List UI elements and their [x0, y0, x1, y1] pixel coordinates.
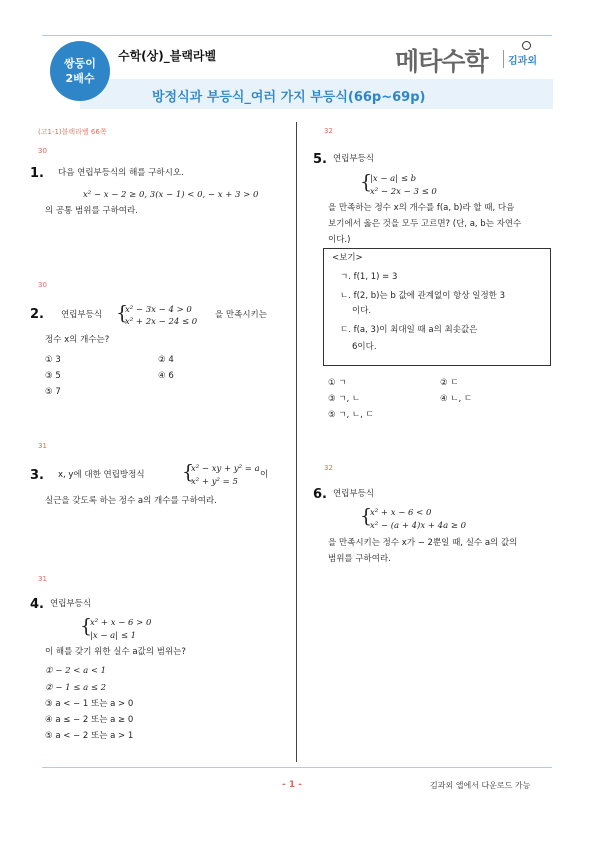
q4-text2: 이 해를 갖기 위한 실수 a값의 범위는?	[45, 647, 186, 657]
q4-number: 4.	[30, 597, 44, 612]
q5-option-5[interactable]: ⑤ ㄱ, ㄴ, ㄷ	[328, 410, 374, 420]
q3-sys1: x² − xy + y² = a	[191, 464, 260, 474]
q2-number: 2.	[30, 307, 44, 322]
footer-rule	[42, 767, 552, 768]
q3-ref: 31	[38, 442, 47, 450]
q2-sys1: x² − 3x − 4 > 0	[125, 305, 192, 315]
q5-option-3[interactable]: ③ ㄱ, ㄴ	[328, 394, 361, 404]
footer-note: 김과외 앱에서 다운로드 가능	[430, 781, 531, 790]
q2-suffix: 을 만족시키는	[215, 310, 267, 320]
q5-bogi-3: ㄷ. f(a, 3)이 최대일 때 a의 최솟값은	[340, 325, 478, 335]
q1-math: x² − x − 2 ≥ 0, 3(x − 1) < 0, − x + 3 > 0	[83, 190, 259, 200]
q5-sys1: |x − a| ≤ b	[370, 174, 417, 184]
q6-brace: {	[360, 505, 373, 527]
q4-option-4[interactable]	[45, 714, 133, 726]
page-number: - 1 -	[282, 780, 302, 790]
badge-line1: 쌍둥이	[64, 57, 96, 70]
q4-sys2: |x − a| ≤ 1	[90, 631, 137, 641]
q2-text2: 정수 x의 개수는?	[45, 335, 110, 345]
q2-sys2: x² + 2x − 24 ≤ 0	[125, 317, 198, 327]
q6-text3: 범위를 구하여라.	[328, 554, 391, 564]
q1-text: 다음 연립부등식의 해를 구하시오.	[58, 168, 184, 178]
q5-bogi-1: ㄱ. f(1, 1) = 3	[340, 272, 398, 282]
q1-number: 1.	[30, 166, 44, 181]
twin-badge	[50, 41, 110, 101]
column-divider	[296, 122, 297, 762]
q5-bogi-2b: 이다.	[352, 306, 372, 316]
q6-number: 6.	[313, 487, 327, 502]
q3-suffix: 이	[260, 470, 269, 480]
q5-option-4[interactable]: ④ ㄴ, ㄷ	[440, 394, 473, 404]
q2-brace: {	[116, 302, 129, 324]
brand-logo-small: 김과외	[508, 56, 537, 67]
q4-option-2-label: ② − 1 ≤ a ≤ 2	[45, 683, 107, 693]
q5-text2: 을 만족하는 정수 x의 개수를 f(a, b)라 할 때, 다음	[328, 203, 515, 213]
q5-text4: 이다.)	[328, 235, 351, 245]
q5-option-2[interactable]: ② ㄷ	[440, 378, 459, 388]
logo-divider	[503, 50, 504, 68]
q3-sys2: x² + y² = 5	[191, 477, 238, 487]
q2-option-4[interactable]: ④ 6	[158, 371, 174, 381]
q4-option-1-label: ① − 2 < a < 1	[45, 666, 107, 676]
q4-option-1[interactable]	[45, 665, 106, 677]
q4-option-3[interactable]	[45, 698, 133, 710]
q4-option-5-label: ⑤ a < − 2 또는 a > 1	[45, 731, 134, 741]
q4-sys1: x² + x − 6 > 0	[90, 618, 152, 628]
q5-text: 연립부등식	[333, 154, 375, 164]
q2-ref: 30	[38, 281, 47, 289]
q3-number: 3.	[30, 468, 44, 483]
q5-bogi-3b: 6이다.	[352, 342, 377, 352]
page-title: 방정식과 부등식_여러 가지 부등식(66p~69p)	[152, 90, 426, 105]
q4-brace: {	[80, 615, 93, 637]
q4-option-4-label: ④ a ≤ − 2 또는 a ≥ 0	[45, 715, 134, 725]
q2-option-2[interactable]: ② 4	[158, 355, 174, 365]
q6-text2: 을 만족시키는 정수 x가 − 2뿐일 때, 실수 a의 값의	[328, 538, 518, 548]
q2-prefix: 연립부등식	[61, 310, 103, 320]
logo-mark-icon	[522, 41, 531, 50]
source-label: (고1-1)블랙라벨 66쪽	[38, 128, 107, 136]
q5-number: 5.	[313, 152, 327, 167]
q3-prefix: x, y에 대한 연립방정식	[58, 470, 145, 480]
q5-brace: {	[360, 171, 373, 193]
brand-logo: 메타수학	[395, 47, 488, 76]
q6-sys2: x² − (a + 4)x + 4a ≥ 0	[370, 521, 467, 531]
q5-option-1[interactable]: ① ㄱ	[328, 378, 347, 388]
badge-line2: 2배수	[65, 72, 95, 85]
q5-text3: 보기에서 옳은 것을 모두 고르면? (단, a, b는 자연수	[328, 219, 522, 229]
q6-text: 연립부등식	[333, 489, 375, 499]
q4-ref: 31	[38, 575, 47, 583]
q5-bogi-title: <보기>	[332, 253, 363, 263]
q2-option-5[interactable]: ⑤ 7	[45, 387, 61, 397]
q6-sys1: x² + x − 6 < 0	[370, 508, 432, 518]
q4-option-5[interactable]	[45, 730, 133, 742]
q2-option-3[interactable]: ③ 5	[45, 371, 61, 381]
q5-ref: 32	[324, 127, 333, 135]
q3-text2: 실근을 갖도록 하는 정수 a의 개수를 구하여라.	[45, 496, 217, 506]
q4-text: 연립부등식	[50, 599, 92, 609]
q4-option-2[interactable]	[45, 682, 106, 694]
q5-sys2: x² − 2x − 3 ≤ 0	[370, 187, 437, 197]
q2-option-1[interactable]: ① 3	[45, 355, 61, 365]
q4-option-3-label: ③ a < − 1 또는 a > 0	[45, 699, 134, 709]
subject-label: 수학(상)_블랙라벨	[118, 49, 217, 63]
q6-ref: 32	[324, 464, 333, 472]
q1-text2: 의 공통 범위를 구하여라.	[45, 206, 138, 216]
q1-ref: 30	[38, 147, 47, 155]
q3-brace: {	[182, 461, 195, 483]
q5-bogi-2: ㄴ. f(2, b)는 b 값에 관계없이 항상 일정한 3	[340, 291, 505, 301]
header-top-rule	[42, 35, 552, 36]
